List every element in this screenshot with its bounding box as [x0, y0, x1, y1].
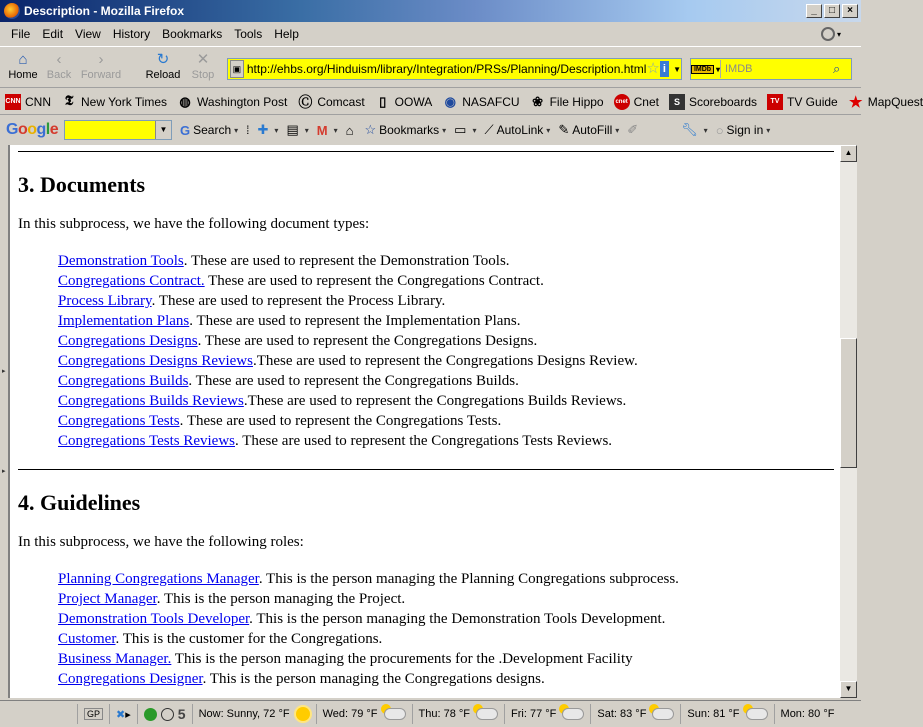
bookmark-label: MapQuest — [867, 94, 923, 109]
gmail-button[interactable]: M ▾ — [316, 122, 338, 138]
weather-label: Sun: 81 °F — [687, 708, 740, 720]
wrench-icon: 🔧︎ — [681, 122, 698, 137]
section-intro-guidelines: In this subprocess, we have the following roles: — [18, 534, 304, 550]
globe-icon: ◍ — [179, 93, 191, 109]
bank-button[interactable] — [346, 123, 357, 138]
bookmark-label: Washington Post — [197, 94, 288, 109]
bookmark-comcast[interactable] — [297, 94, 364, 110]
google-logo[interactable]: Google — [6, 121, 59, 138]
clock-icon[interactable] — [161, 708, 174, 721]
document-link[interactable]: Congregations Contract. — [58, 273, 205, 289]
weather-now[interactable] — [193, 704, 317, 724]
google-bookmarks-button[interactable]: ☆ Bookmarks ▾ — [364, 122, 447, 137]
google-search-dropdown[interactable]: ▼ — [155, 121, 171, 139]
bank-icon: ⌂ — [345, 122, 354, 138]
stop-button[interactable] — [182, 51, 224, 85]
gp-label: GP — [84, 708, 103, 720]
list-item — [58, 251, 834, 271]
weather-thu[interactable] — [413, 704, 505, 724]
addon-button[interactable]: ✖︎ ▸ — [110, 704, 138, 724]
highlight-icon: ▭ — [454, 122, 467, 137]
minimize-button[interactable]: _ — [806, 4, 822, 18]
list-item — [58, 291, 834, 311]
partly-cloudy-icon — [652, 708, 674, 720]
section-intro-documents: In this subprocess, we have the following document types: — [18, 216, 370, 232]
navigation-toolbar — [0, 46, 861, 88]
gmail-icon: M — [316, 122, 328, 138]
bookmark-oowa[interactable] — [375, 94, 433, 110]
title-bar — [0, 0, 861, 22]
role-link[interactable]: Project Manager — [58, 591, 157, 607]
user-circle-icon: ○ — [715, 122, 724, 138]
list-item — [58, 649, 834, 669]
weather-sun[interactable] — [681, 704, 774, 724]
bookmark-label: Comcast — [317, 94, 365, 109]
list-item-text: . These are used to represent the Implementation Plans. — [189, 313, 521, 329]
menu-view[interactable]: View — [75, 27, 101, 41]
bookmark-tv-guide[interactable] — [767, 94, 838, 110]
back-button[interactable] — [38, 51, 80, 85]
pencil-button[interactable] — [627, 122, 641, 138]
autofill-button[interactable]: ✎ AutoFill ▾ — [558, 122, 620, 137]
section-heading-documents: 3. Documents — [18, 172, 146, 197]
cnn-icon: CNN — [5, 94, 21, 110]
cnet-icon: cnet — [614, 94, 630, 110]
bookmark-label: Cnet — [633, 94, 659, 109]
weather-label: Thu: 78 °F — [418, 708, 471, 720]
weather-wed[interactable] — [317, 704, 413, 724]
partly-cloudy-icon — [476, 708, 498, 720]
stop-icon: ✕ — [196, 51, 210, 68]
throbber-icon: ▾ — [821, 25, 855, 43]
sign-in-button[interactable]: ○ Sign in ▾ — [715, 122, 771, 138]
bookmark-label: Scoreboards — [688, 94, 758, 109]
list-item-text: . These are used to represent the Congregations Tests. — [179, 413, 502, 429]
bookmark-label: New York Times — [81, 94, 168, 109]
bookmark-label: File Hippo — [549, 94, 604, 109]
role-link[interactable]: Demonstration Tools Developer — [58, 611, 250, 627]
document-link[interactable]: Implementation Plans — [58, 313, 190, 329]
home-label: Home — [8, 69, 38, 81]
autofill-icon: ✎ — [558, 122, 570, 137]
weather-label: Now: Sunny, 72 °F — [198, 708, 290, 720]
status-icons — [138, 704, 193, 724]
add-button[interactable]: ✚ ▾ — [257, 122, 279, 137]
list-item — [58, 431, 834, 451]
url-bar[interactable] — [227, 58, 682, 80]
sign-in-label: Sign in — [726, 123, 764, 137]
sun-icon — [296, 707, 310, 721]
list-item-text: . This is the person managing the Congregations designs. — [202, 671, 545, 687]
splitter-grip-icon: ▸ — [2, 368, 6, 375]
roles-list — [18, 569, 834, 689]
bookmark-cnn[interactable] — [5, 94, 51, 110]
list-item — [58, 351, 834, 371]
stop-label: Stop — [191, 69, 215, 81]
scoreboards-icon: S — [669, 94, 685, 110]
document-link[interactable]: Process Library — [58, 293, 152, 309]
page-icon: ▯ — [379, 93, 387, 109]
list-item-text: .These are used to represent the Congregations Designs Review. — [252, 353, 638, 369]
window-title: Description - Mozilla Firefox — [24, 4, 185, 18]
reload-icon: ↻ — [156, 51, 170, 68]
count-badge: 5 — [177, 706, 186, 722]
weather-sat[interactable] — [591, 704, 681, 724]
menu-tools[interactable]: Tools — [234, 27, 263, 41]
role-link[interactable]: Planning Congregations Manager — [58, 571, 259, 587]
info-icon[interactable]: i — [660, 61, 669, 77]
google-bookmarks-label: Bookmarks — [379, 123, 440, 137]
star-icon: ★ — [848, 93, 863, 111]
comcast-icon: Ⓒ — [298, 93, 313, 110]
list-item — [58, 311, 834, 331]
search-icon[interactable]: ⌕ — [833, 61, 841, 76]
menu-bar — [0, 23, 861, 45]
url-dropdown-icon[interactable]: ▼ — [673, 64, 681, 74]
document-link[interactable]: Congregations Designs Reviews — [58, 353, 253, 369]
splitter-grip-icon: ▸ — [2, 468, 6, 475]
page-content — [8, 145, 840, 698]
url-text[interactable]: http://ehbs.org/Hinduism/library/Integration/PRSs/Planning/Description.html — [246, 62, 647, 76]
reload-button[interactable] — [142, 51, 184, 85]
role-link[interactable]: Congregations Designer — [58, 671, 203, 687]
menu-history[interactable]: History — [112, 27, 151, 41]
partly-cloudy-icon — [384, 708, 406, 720]
sidebar-splitter[interactable] — [0, 145, 8, 698]
bookmark-label: NASAFCU — [462, 94, 520, 109]
puzzle-icon: ✖︎ — [116, 708, 126, 721]
autofill-label: AutoFill — [572, 123, 613, 137]
search-engine-selector[interactable]: IMDb ▾ — [691, 60, 721, 78]
window-controls — [806, 4, 858, 18]
news-button[interactable]: ▤ ▾ — [286, 122, 309, 137]
list-item — [58, 569, 834, 589]
status-text — [0, 704, 78, 724]
hippo-icon: ❀ — [532, 93, 544, 109]
close-button[interactable]: × — [842, 4, 858, 18]
maximize-button[interactable]: □ — [824, 4, 840, 18]
bookmark-cnet[interactable] — [614, 94, 659, 110]
autolink-label: AutoLink — [496, 123, 544, 137]
google-search-button[interactable]: G Search ▾ — [180, 122, 239, 138]
list-item — [58, 391, 834, 411]
search-placeholder[interactable]: IMDB — [725, 63, 753, 75]
weather-label: Mon: 80 °F — [780, 708, 835, 720]
bookmark-label: OOWA — [394, 94, 433, 109]
google-search-label: Search — [193, 123, 232, 137]
list-item-text: . These are used to represent the Congregations Tests Reviews. — [235, 433, 613, 449]
wand-icon: ⟋ — [484, 122, 494, 137]
list-item — [58, 331, 834, 351]
forward-button[interactable] — [80, 51, 122, 85]
list-item-text: These are used to represent the Congregations Contract. — [204, 273, 544, 289]
list-item — [58, 669, 834, 689]
list-item-text: . This is the person managing the Project. — [156, 591, 406, 607]
weather-mon[interactable] — [775, 704, 841, 724]
site-identity-icon[interactable]: ▣ — [230, 60, 244, 78]
forward-label: Forward — [80, 69, 122, 81]
list-item-text: . These are used to represent the Process Library. — [151, 293, 446, 309]
bookmark-mapquest[interactable] — [848, 94, 923, 110]
weather-label: Wed: 79 °F — [322, 708, 378, 720]
list-item — [58, 629, 834, 649]
bookmark-file-hippo[interactable] — [530, 94, 604, 110]
list-item-text: . This is the person managing the Planning Congregations subprocess. — [258, 571, 679, 587]
weather-fri[interactable] — [505, 704, 591, 724]
list-item-text: . These are used to represent the Congregations Builds. — [188, 373, 519, 389]
list-item-text: This is the person managing the procurements for the .Development Facility — [171, 651, 633, 667]
section-heading-guidelines: 4. Guidelines — [18, 490, 141, 515]
list-item — [58, 589, 834, 609]
bookmarks-toolbar — [0, 89, 923, 115]
plus-icon: ✚ — [257, 122, 269, 137]
star-outline-icon: ☆ — [364, 122, 377, 137]
list-item — [58, 411, 834, 431]
document-link[interactable]: Congregations Tests — [58, 413, 180, 429]
cut-off-text — [18, 137, 834, 151]
menu-file[interactable]: File — [11, 27, 31, 41]
settings-button[interactable]: 🔧︎ ▾ — [681, 122, 708, 137]
list-item-text: . This is the person managing the Demonstration Tools Development. — [249, 611, 666, 627]
list-item — [58, 371, 834, 391]
divider — [18, 469, 834, 470]
bookmark-label: TV Guide — [787, 94, 838, 109]
search-box[interactable] — [690, 58, 852, 80]
bookmark-scoreboards[interactable] — [669, 94, 757, 110]
list-item — [58, 271, 834, 291]
role-link[interactable]: Business Manager. — [58, 651, 172, 667]
news-icon: ▤ — [286, 122, 299, 137]
firefox-icon — [4, 3, 20, 19]
partly-cloudy-icon — [562, 708, 584, 720]
list-item-text: . These are used to represent the Congregations Designs. — [197, 333, 538, 349]
nasafcu-icon: ◉ — [444, 93, 456, 109]
google-g-icon: G — [180, 122, 191, 138]
document-link[interactable]: Demonstration Tools — [58, 253, 184, 269]
bookmark-nytimes[interactable] — [61, 94, 167, 110]
status-bar — [0, 700, 861, 727]
forward-arrow-icon: › — [98, 51, 104, 68]
bookmark-label: CNN — [25, 94, 51, 109]
menu-help[interactable]: Help — [274, 27, 299, 41]
bookmark-star-icon[interactable]: ☆ — [646, 60, 660, 77]
document-link[interactable]: Congregations Tests Reviews — [58, 433, 235, 449]
vertical-scrollbar[interactable] — [840, 145, 857, 698]
highlight-button[interactable]: ▭ ▾ — [454, 122, 477, 137]
document-link[interactable]: Congregations Builds — [58, 373, 189, 389]
weather-label: Fri: 77 °F — [511, 708, 557, 720]
scroll-down-button[interactable]: ▼ — [840, 681, 857, 698]
scroll-thumb[interactable] — [840, 338, 857, 468]
list-item-text: .These are used to represent the Congregations Builds Reviews. — [243, 393, 627, 409]
back-arrow-icon: ‹ — [56, 51, 62, 68]
green-status-icon[interactable] — [144, 708, 157, 721]
weather-label: Sat: 83 °F — [597, 708, 647, 720]
menu-bookmarks[interactable]: Bookmarks — [162, 27, 223, 41]
bookmark-washington-post[interactable] — [177, 94, 287, 110]
pencil-icon: ✐ — [627, 122, 639, 137]
document-link[interactable]: Congregations Builds Reviews — [58, 393, 244, 409]
divider — [18, 151, 834, 152]
list-item-text: . These are used to represent the Demonstration Tools. — [183, 253, 510, 269]
home-icon: ⌂ — [18, 51, 28, 68]
document-types-list — [18, 251, 834, 451]
back-label: Back — [46, 69, 72, 81]
nytimes-icon: 𝕿 — [64, 93, 74, 109]
tv-guide-icon: TV — [767, 94, 783, 110]
toolbar-separator: ⁞ — [246, 123, 250, 137]
imdb-icon: IMDb — [691, 65, 714, 74]
document-link[interactable]: Congregations Designs — [58, 333, 198, 349]
reload-label: Reload — [145, 69, 181, 81]
menu-edit[interactable]: Edit — [42, 27, 64, 41]
role-link[interactable]: Customer — [58, 631, 116, 647]
autolink-button[interactable]: ⟋ AutoLink ▾ — [484, 122, 551, 137]
partly-cloudy-icon — [746, 708, 768, 720]
list-item-text: . This is the customer for the Congregations. — [115, 631, 383, 647]
bookmark-nasafcu[interactable] — [442, 94, 519, 110]
list-item — [58, 609, 834, 629]
gp-button[interactable] — [78, 704, 110, 724]
scroll-up-button[interactable]: ▲ — [840, 145, 857, 162]
